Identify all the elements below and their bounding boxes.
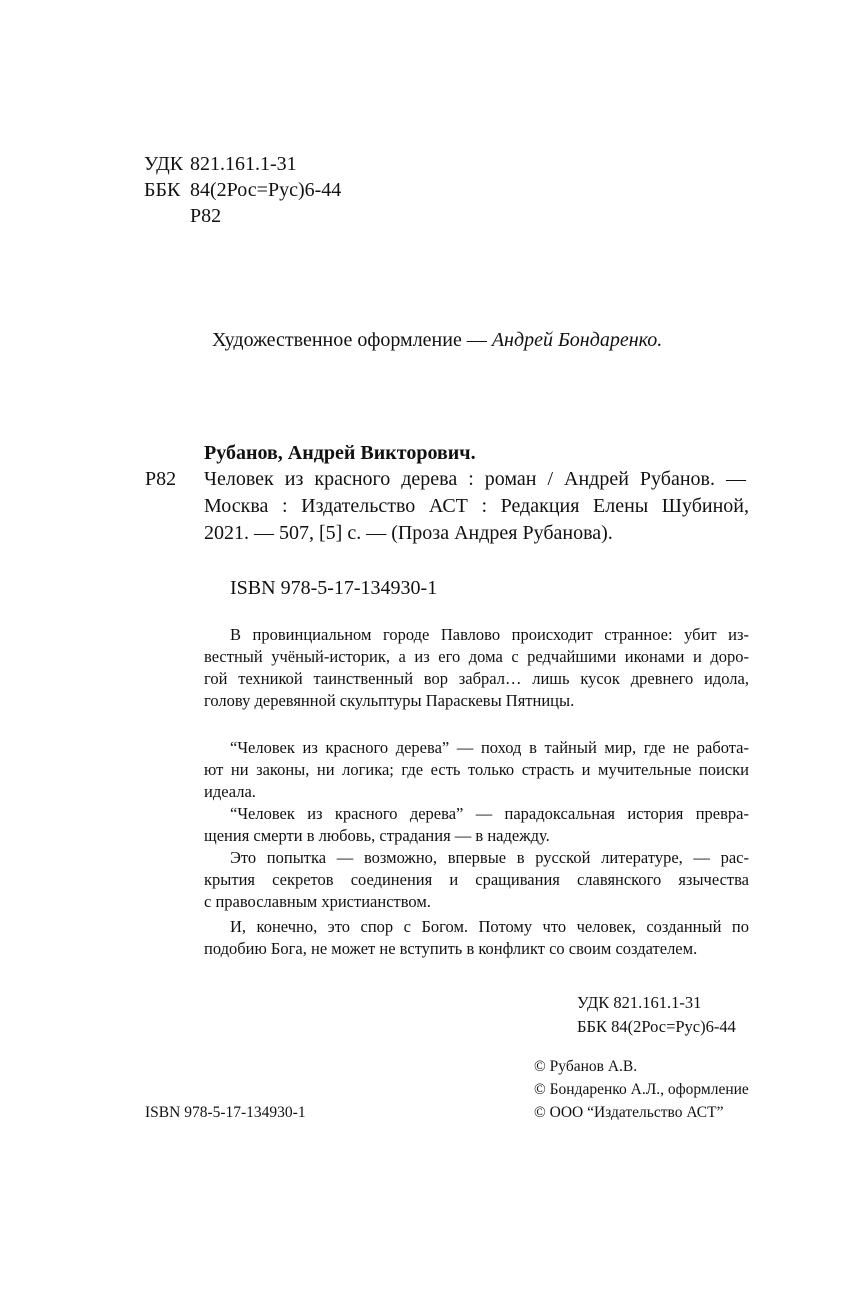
catalog-author-mark: Р82: [145, 468, 177, 490]
catalog-line: Человек из красного дерева : роман / Андрей Рубанов. —: [204, 468, 746, 490]
annotation-line: Это попытка — возможно, впервые в русской литературе, — рас-: [230, 848, 749, 867]
annotation-line: гой техникой таинственный вор забрал… лишь кусок древнего идола,: [204, 669, 749, 688]
annotation-line: ют ни законы, ни логика; где есть только страсть и мучительные поиски: [204, 760, 749, 779]
footer-udk: УДК 821.161.1-31: [577, 993, 702, 1012]
footer-isbn: ISBN 978-5-17-134930-1: [145, 1104, 306, 1121]
annotation-paragraph-3: [204, 803, 749, 847]
copyright-line: © ООО “Издательство АСТ”: [534, 1104, 724, 1121]
copyright-line: © Рубанов А.В.: [534, 1058, 638, 1075]
annotation-line: “Человек из красного дерева” — поход в тайный мир, где не работа-: [230, 738, 749, 757]
annotation-paragraph-5: [204, 916, 749, 960]
bbk-value: 84(2Рос=Рус)6-44: [190, 179, 342, 201]
annotation-line: голову деревянной скульптуры Параскевы Пятницы.: [204, 691, 575, 710]
annotation-paragraph-4: [204, 847, 749, 913]
design-credit-name: Андрей Бондаренко.: [491, 329, 663, 351]
author-mark-top: Р82: [190, 205, 222, 227]
catalog-author-heading: Рубанов, Андрей Викторович.: [204, 442, 476, 464]
annotation-paragraph-1: [204, 624, 749, 712]
catalog-description: [204, 466, 749, 546]
annotation-line: “Человек из красного дерева” — парадоксальная история превра-: [230, 804, 749, 823]
bbk-label: ББК: [144, 179, 181, 201]
annotation-line: с православным христианством.: [204, 892, 431, 911]
copyright-line: © Бондаренко А.Л., оформление: [534, 1081, 749, 1098]
udk-label: УДК: [144, 153, 184, 175]
catalog-isbn: ISBN 978-5-17-134930-1: [230, 577, 438, 599]
udk-value: 821.161.1-31: [190, 153, 297, 175]
annotation-line: подобию Бога, не может не вступить в конфликт со своим создателем.: [204, 939, 698, 958]
annotation-paragraph-2: [204, 737, 749, 803]
annotation-line: щения смерти в любовь, страдания — в надежду.: [204, 826, 550, 845]
design-credit-label: Художественное оформление —: [212, 329, 487, 351]
design-credit: [212, 327, 662, 353]
annotation-line: В провинциальном городе Павлово происходит странное: убит из-: [230, 625, 749, 644]
footer-bbk: ББК 84(2Рос=Рус)6-44: [577, 1017, 736, 1036]
annotation-line: идеала.: [204, 782, 256, 801]
annotation-line: И, конечно, это спор с Богом. Потому что человек, созданный по: [230, 917, 749, 936]
annotation-line: крытия секретов соединения и сращивания славянского язычества: [204, 870, 749, 889]
annotation-line: вестный учёный-историк, а из его дома с редчайшими иконами и доро-: [204, 647, 749, 666]
catalog-line: 2021. — 507, [5] с. — (Проза Андрея Рубанова).: [204, 522, 613, 544]
catalog-line: Москва : Издательство АСТ : Редакция Елены Шубиной,: [204, 495, 749, 517]
